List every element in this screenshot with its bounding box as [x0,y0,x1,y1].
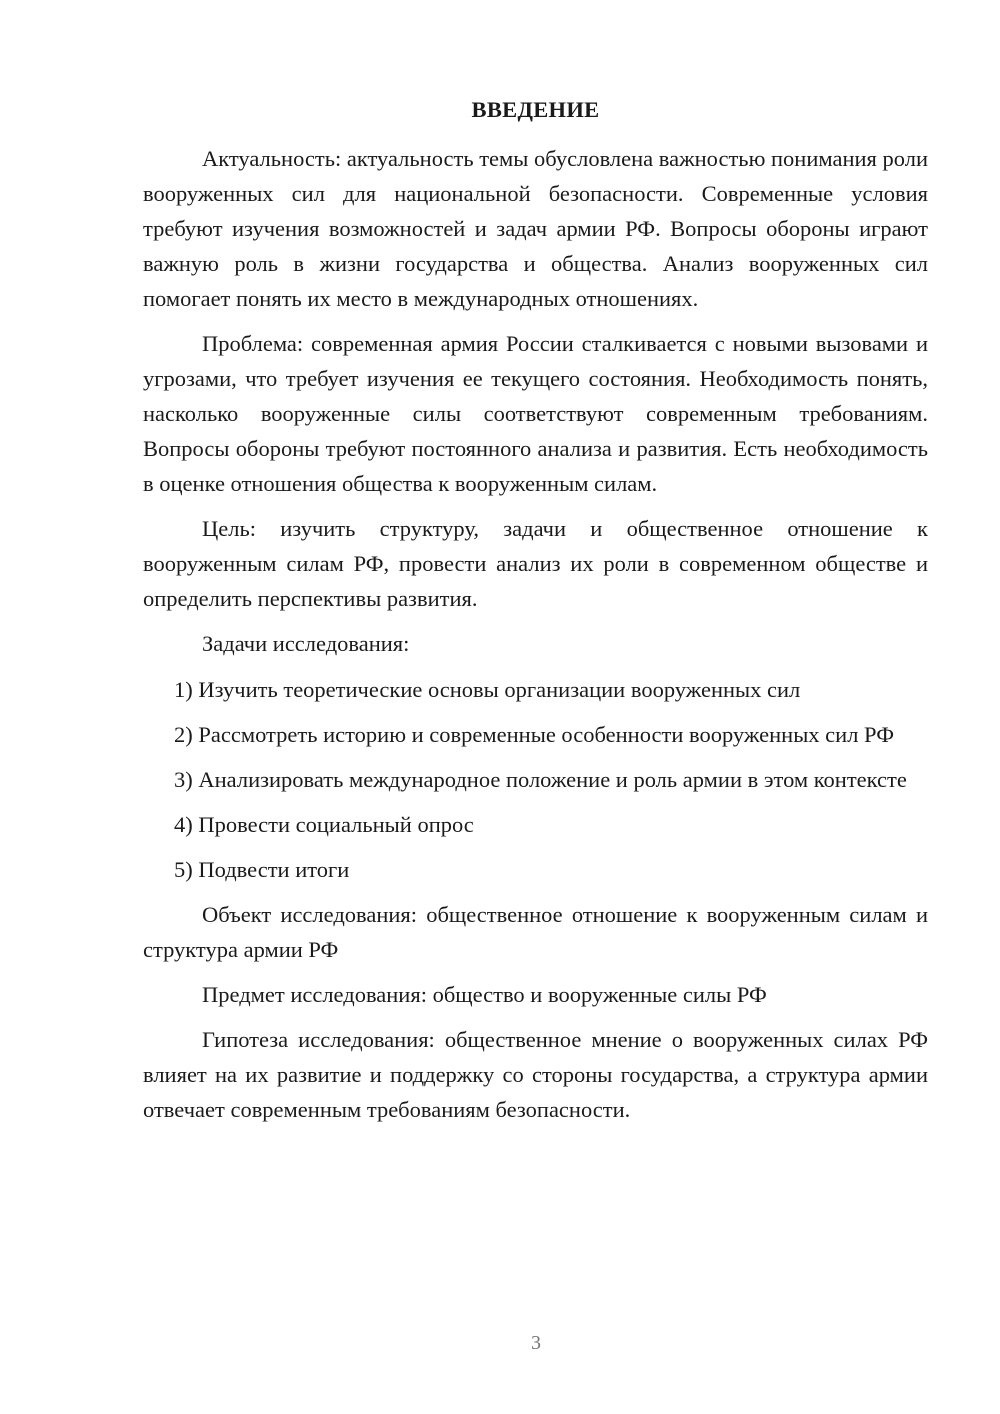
page-content [143,92,928,1137]
goal-paragraph: Цель: изучить структуру, задачи и общественное отношение к вооруженным силам РФ, провести анализ их роли в современном обществе и определить перспективы развития. [143,516,928,611]
problem-paragraph: Проблема: современная армия России сталкивается с новыми вызовами и угрозами, что требует изучения ее текущего состояния. Необходимость понять, насколько вооруженные силы соответствуют современным требованиям. Вопросы обороны требуют постоянного анализа и развития. Есть необходимость в оценке отношения общества к вооруженным силам. [143,331,928,496]
page-number: 3 [531,1332,541,1354]
task-item-1: 1) Изучить теоретические основы организации вооруженных сил [174,677,801,702]
subject-paragraph: Предмет исследования: общество и вооруженные силы РФ [202,982,767,1007]
task-item-4: 4) Провести социальный опрос [174,812,474,837]
tasks-list [143,672,928,887]
section-title: ВВЕДЕНИЕ [471,97,600,122]
task-item-5: 5) Подвести итоги [174,857,350,882]
tasks-heading: Задачи исследования: [202,631,410,656]
task-item-2: 2) Рассмотреть историю и современные особенности вооруженных сил РФ [174,722,894,747]
object-paragraph: Объект исследования: общественное отношение к вооруженным силам и структура армии РФ [143,902,928,962]
task-item-3: 3) Анализировать международное положение и роль армии в этом контексте [174,767,907,792]
hypothesis-paragraph: Гипотеза исследования: общественное мнение о вооруженных силах РФ влияет на их развитие и поддержку со стороны государства, а структура армии отвечает современным требованиям безопасности. [143,1027,928,1122]
relevance-paragraph: Актуальность: актуальность темы обусловлена важностью понимания роли вооруженных сил для национальной безопасности. Современные условия требуют изучения возможностей и задач армии РФ. Вопросы обороны играют важную роль в жизни государства и общества. Анализ вооруженных сил помогает понять их место в международных отношениях. [143,146,928,311]
